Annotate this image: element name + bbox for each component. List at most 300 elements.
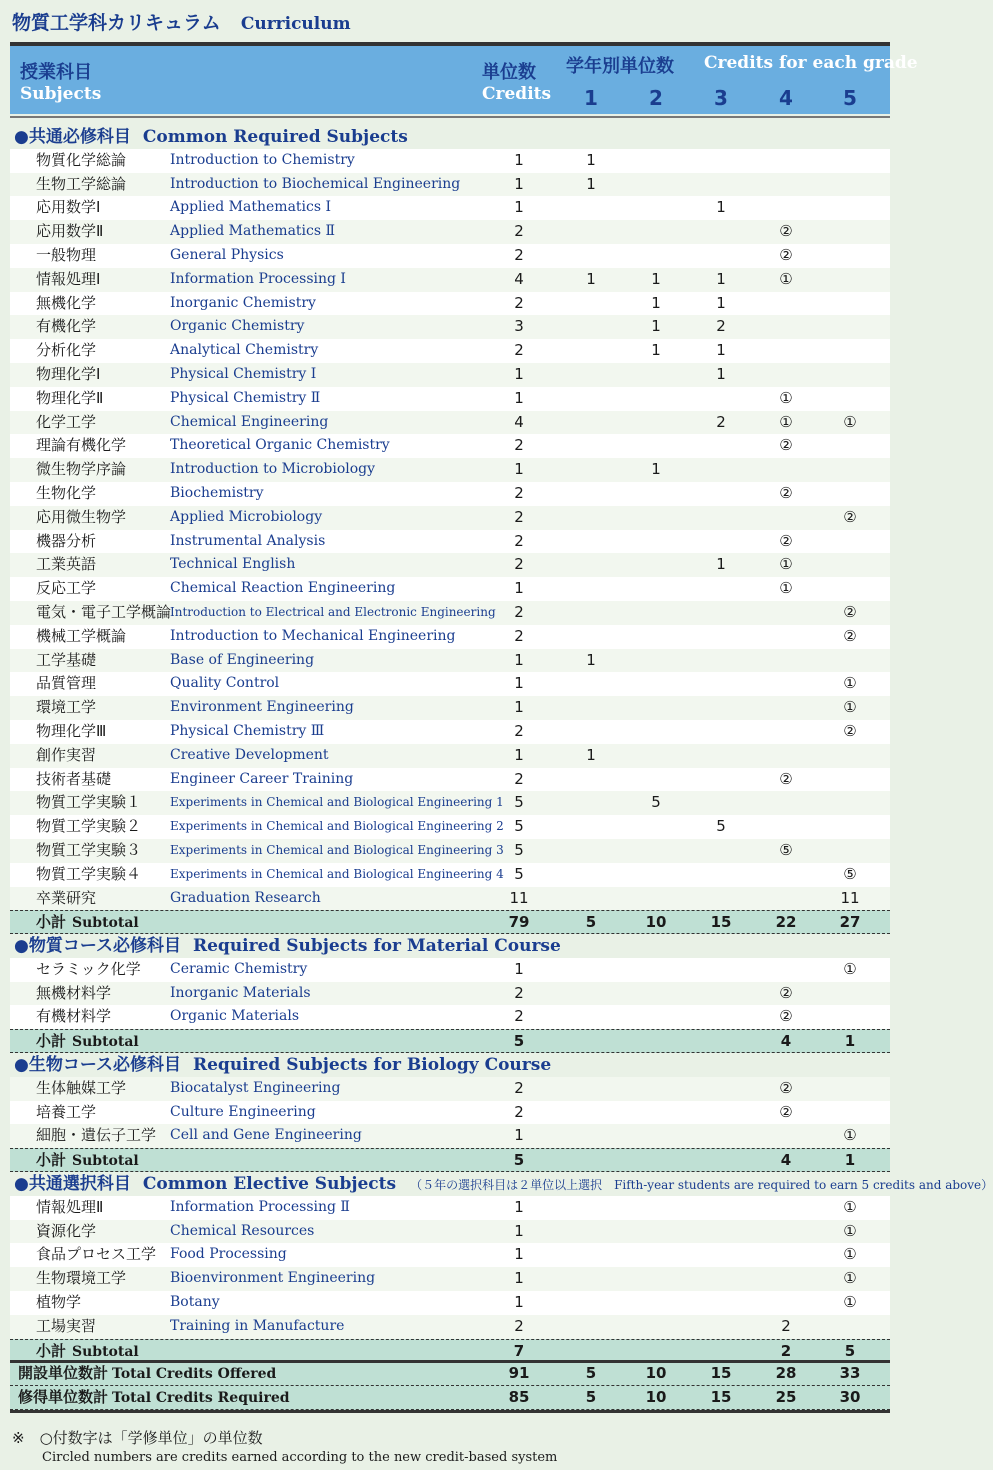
subject-name-ja: 品質管理 [36, 674, 97, 693]
subject-name-en: Analytical Chemistry [170, 342, 319, 359]
subtotal-label-en: Subtotal [72, 1153, 139, 1170]
table-row [10, 149, 890, 173]
subject-credits: 5 [514, 864, 524, 883]
table-row [10, 506, 890, 530]
subject-year-5: ① [843, 959, 857, 978]
subject-year-2: 5 [651, 793, 661, 812]
table-row [10, 625, 890, 649]
table-row [10, 553, 890, 577]
subject-credits: 4 [514, 412, 524, 431]
subject-name-ja: 生体触媒工学 [36, 1078, 127, 1097]
subject-name-en: Ceramic Chemistry [170, 960, 308, 977]
subject-name-en: Biocatalyst Engineering [170, 1079, 341, 1096]
total-year-5: 33 [839, 1364, 861, 1383]
subject-year-4: ② [779, 1078, 793, 1097]
subject-credits: 2 [514, 245, 524, 264]
subject-name-en: Chemical Resources [170, 1222, 315, 1239]
subject-name-en: Technical English [170, 556, 296, 573]
subtotal-label-en: Subtotal [72, 915, 139, 932]
subject-year-4: ② [779, 436, 793, 455]
total-year-3: 15 [710, 1388, 732, 1407]
subject-year-4: ② [779, 245, 793, 264]
subject-year-5: ① [843, 1221, 857, 1240]
subject-name-ja: 一般物理 [36, 245, 97, 264]
header-credits-ja: 単位数 [482, 62, 536, 83]
subject-year-4: ② [779, 222, 793, 241]
subject-name-en: Introduction to Chemistry [170, 151, 355, 168]
subject-credits: 1 [514, 1197, 524, 1216]
subject-name-en: Experiments in Chemical and Biological Engineering 2 [170, 819, 504, 834]
subject-credits: 5 [514, 817, 524, 836]
subject-credits: 1 [514, 460, 524, 479]
subject-name-en: Organic Chemistry [170, 318, 305, 335]
table-row [10, 315, 890, 339]
subject-name-en: Base of Engineering [170, 651, 315, 668]
table-row [10, 292, 890, 316]
subtotal-year-3: 15 [710, 913, 732, 932]
header-year-1: 1 [584, 86, 598, 110]
table-row [10, 387, 890, 411]
subtotal-label [36, 911, 139, 936]
subject-name-ja: 応用数学Ⅰ [36, 198, 101, 217]
subtotal-label-ja: 小計 [36, 1032, 67, 1051]
subtotal-row [10, 1029, 890, 1053]
subject-year-4: ① [779, 388, 793, 407]
subject-name-en: Introduction to Microbiology [170, 461, 376, 478]
subject-name-en: Theoretical Organic Chemistry [170, 437, 390, 454]
header-credits-en: Credits [482, 84, 552, 104]
table-row [10, 1291, 890, 1315]
subject-credits: 2 [514, 626, 524, 645]
subject-name-ja: 機器分析 [36, 531, 97, 550]
subject-year-3: 1 [716, 555, 726, 574]
total-year-4: 25 [775, 1388, 797, 1407]
subject-name-ja: 培養工学 [36, 1102, 97, 1121]
subject-year-5: ① [843, 412, 857, 431]
table-row [10, 958, 890, 982]
subject-credits: 2 [514, 602, 524, 621]
table-row [10, 696, 890, 720]
total-row [10, 1362, 890, 1386]
section-title [14, 1172, 993, 1198]
subject-name-ja: 資源化学 [36, 1221, 97, 1240]
section-title-en: Common Elective Subjects [142, 1174, 397, 1195]
subject-year-2: 1 [651, 317, 661, 336]
table-row [10, 1243, 890, 1267]
table-row [10, 744, 890, 768]
section-title-en: Required Subjects for Biology Course [192, 1055, 552, 1076]
subject-name-en: Physical Chemistry Ⅲ [170, 722, 325, 739]
subject-credits: 11 [509, 888, 529, 907]
section-title-ja: ●共通必修科目 [14, 127, 131, 147]
subject-year-5: ① [843, 1245, 857, 1264]
subject-year-5: 11 [840, 888, 860, 907]
subject-credits: 2 [514, 507, 524, 526]
subject-credits: 2 [514, 341, 524, 360]
subject-year-3: 5 [716, 817, 726, 836]
subject-year-5: ① [843, 1293, 857, 1312]
subject-year-4: ⑤ [779, 840, 793, 859]
subject-name-en: Experiments in Chemical and Biological Engineering 4 [170, 866, 504, 881]
table-row [10, 839, 890, 863]
subject-year-5: ② [843, 602, 857, 621]
total-label-ja: 開設単位数計 [18, 1364, 109, 1383]
subject-year-3: 1 [716, 293, 726, 312]
subject-year-5: ① [843, 1269, 857, 1288]
total-year-2: 10 [645, 1388, 667, 1407]
subject-name-en: Engineer Career Training [170, 770, 354, 787]
subtotal-label-en: Subtotal [72, 1343, 139, 1360]
subject-year-4: ① [779, 579, 793, 598]
table-row [10, 268, 890, 292]
curriculum-table-body [10, 125, 993, 1410]
subject-name-ja: 物質工学実験１ [36, 793, 142, 812]
subject-name-en: Creative Development [170, 746, 329, 763]
subject-name-ja: セラミック化学 [36, 959, 141, 978]
subject-year-3: 2 [716, 317, 726, 336]
section-title [14, 1053, 551, 1078]
subject-year-3: 1 [716, 341, 726, 360]
total-year-5: 30 [839, 1388, 861, 1407]
header-year-3: 3 [714, 86, 728, 110]
subject-year-3: 1 [716, 198, 726, 217]
subject-name-ja: 応用数学Ⅱ [36, 222, 104, 241]
subtotal-year-5: 5 [844, 1341, 856, 1360]
table-row [10, 863, 890, 887]
header-year-4: 4 [779, 86, 793, 110]
subject-year-5: ② [843, 721, 857, 740]
table-row [10, 720, 890, 744]
subject-year-2: 1 [651, 269, 661, 288]
subject-year-5: ① [843, 674, 857, 693]
section-title-en: Required Subjects for Material Course [192, 936, 561, 957]
subject-name-en: Introduction to Mechanical Engineering [170, 627, 456, 644]
total-label-ja: 修得単位数計 [18, 1388, 109, 1407]
table-row [10, 244, 890, 268]
subtotal-credits: 7 [513, 1341, 525, 1360]
subject-year-5: ② [843, 507, 857, 526]
subject-credits: 2 [514, 769, 524, 788]
subject-name-ja: 技術者基礎 [36, 769, 112, 788]
subject-year-5: ⑤ [843, 864, 857, 883]
subject-name-en: Chemical Reaction Engineering [170, 580, 396, 597]
subject-credits: 2 [514, 1316, 524, 1335]
section-heading [10, 1172, 993, 1196]
subject-name-ja: 反応工学 [36, 579, 97, 598]
subject-name-en: Information Processing Ⅱ [170, 1198, 350, 1215]
subject-credits: 2 [514, 1078, 524, 1097]
total-year-4: 28 [775, 1364, 797, 1383]
table-row [10, 1220, 890, 1244]
page-title [12, 8, 351, 38]
section-title-ja: ●生物コース必修科目 [14, 1055, 181, 1076]
subject-name-en: Biochemistry [170, 484, 264, 501]
page-title-ja: 物質工学科カリキュラム [12, 12, 221, 34]
subtotal-credits: 5 [513, 1151, 525, 1170]
subject-name-ja: 物理化学Ⅰ [36, 364, 101, 383]
subject-credits: 2 [514, 483, 524, 502]
subject-year-4: ② [779, 983, 793, 1002]
totals-rule-bottom [10, 1410, 890, 1413]
subject-year-4: ① [779, 269, 793, 288]
subject-name-ja: 分析化学 [36, 341, 97, 360]
subject-name-ja: 応用微生物学 [36, 507, 127, 526]
subject-name-ja: 物質工学実験４ [36, 864, 142, 883]
subtotal-year-4: 4 [780, 1151, 792, 1170]
table-row [10, 434, 890, 458]
subject-name-ja: 植物学 [36, 1293, 82, 1312]
section-heading [10, 125, 890, 149]
subject-year-1: 1 [586, 650, 596, 669]
section-title-ja: ●物質コース必修科目 [14, 936, 181, 957]
subject-year-5: ② [843, 626, 857, 645]
subject-name-en: Bioenvironment Engineering [170, 1270, 376, 1287]
subject-name-en: Physical Chemistry Ⅱ [170, 389, 321, 406]
section-title-en: Common Required Subjects [142, 127, 408, 147]
subject-name-en: Training in Manufacture [170, 1317, 345, 1334]
table-row [10, 530, 890, 554]
subject-name-en: Introduction to Biochemical Engineering [170, 175, 461, 192]
table-row [10, 601, 890, 625]
subject-name-ja: 有機化学 [36, 317, 97, 336]
subject-name-en: Experiments in Chemical and Biological Engineering 1 [170, 795, 504, 810]
subject-name-en: Botany [170, 1294, 220, 1311]
subject-year-3: 1 [716, 364, 726, 383]
table-row [10, 220, 890, 244]
table-row [10, 649, 890, 673]
subject-year-4: ② [779, 483, 793, 502]
subject-name-en: Introduction to Electrical and Electronic Engineering [170, 604, 496, 619]
subtotal-row [10, 1148, 890, 1172]
table-row [10, 577, 890, 601]
footnote-en: Circled numbers are credits earned according to the new credit-based system [42, 1450, 558, 1465]
subject-year-1: 1 [586, 174, 596, 193]
subtotal-year-5: 1 [844, 1151, 856, 1170]
subject-name-ja: 物質工学実験２ [36, 817, 142, 836]
subject-credits: 1 [514, 150, 524, 169]
subject-credits: 5 [514, 840, 524, 859]
subtotal-year-5: 27 [839, 913, 861, 932]
total-credits: 91 [508, 1364, 530, 1383]
subject-credits: 1 [514, 174, 524, 193]
table-row [10, 982, 890, 1006]
total-label [18, 1386, 290, 1411]
footnote [12, 1427, 557, 1465]
subject-name-ja: 無機材料学 [36, 983, 112, 1002]
subject-year-5: ① [843, 1126, 857, 1145]
total-year-2: 10 [645, 1364, 667, 1383]
table-row [10, 1196, 890, 1220]
subject-credits: 1 [514, 1269, 524, 1288]
header-subjects-en: Subjects [20, 84, 102, 104]
subject-year-4: 2 [781, 1316, 791, 1335]
subject-name-en: Quality Control [170, 675, 280, 692]
subject-credits: 1 [514, 364, 524, 383]
subject-name-en: Environment Engineering [170, 699, 354, 716]
subject-credits: 3 [514, 317, 524, 336]
subject-name-ja: 生物環境工学 [36, 1269, 127, 1288]
table-row [10, 363, 890, 387]
total-credits: 85 [508, 1388, 530, 1407]
subject-year-3: 1 [716, 269, 726, 288]
total-row [10, 1386, 890, 1410]
table-row [10, 1124, 890, 1148]
table-row [10, 173, 890, 197]
header-year-5: 5 [843, 86, 857, 110]
table-row [10, 768, 890, 792]
total-year-1: 5 [585, 1388, 597, 1407]
subject-credits: 1 [514, 198, 524, 217]
subtotal-year-4: 4 [780, 1032, 792, 1051]
subject-name-en: Physical Chemistry Ⅰ [170, 365, 317, 382]
subject-name-ja: 有機材料学 [36, 1007, 112, 1026]
table-row [10, 1101, 890, 1125]
total-label-en: Total Credits Required [112, 1390, 290, 1407]
subject-name-ja: 生物工学総論 [36, 174, 127, 193]
subtotal-label [36, 1030, 139, 1055]
subject-year-2: 1 [651, 293, 661, 312]
subject-year-5: ① [843, 1197, 857, 1216]
total-label [18, 1362, 276, 1387]
subject-credits: 1 [514, 959, 524, 978]
table-row [10, 815, 890, 839]
subject-year-4: ① [779, 412, 793, 431]
subject-name-ja: 工業英語 [36, 555, 97, 574]
subtotal-year-2: 10 [645, 913, 667, 932]
subject-year-1: 1 [586, 745, 596, 764]
total-year-1: 5 [585, 1364, 597, 1383]
subject-name-ja: 物質化学総論 [36, 150, 127, 169]
subject-year-4: ② [779, 1102, 793, 1121]
subject-year-4: ② [779, 769, 793, 788]
table-row [10, 411, 890, 435]
totals-rule-top [10, 1360, 890, 1363]
subtotal-credits: 5 [513, 1032, 525, 1051]
subject-name-ja: 化学工学 [36, 412, 97, 431]
subject-name-ja: 無機化学 [36, 293, 97, 312]
subject-name-ja: 環境工学 [36, 698, 97, 717]
subject-name-ja: 理論有機化学 [36, 436, 127, 455]
page-title-en: Curriculum [240, 14, 351, 34]
subject-credits: 1 [514, 579, 524, 598]
subject-credits: 2 [514, 983, 524, 1002]
subject-name-en: Instrumental Analysis [170, 532, 326, 549]
subject-credits: 2 [514, 436, 524, 455]
table-row [10, 1267, 890, 1291]
header-year-2: 2 [649, 86, 663, 110]
subject-name-ja: 物質工学実験３ [36, 840, 142, 859]
subtotal-label-en: Subtotal [72, 1034, 139, 1051]
subject-name-en: Applied Mathematics Ⅰ [170, 199, 332, 216]
subject-name-ja: 情報処理Ⅱ [36, 1197, 104, 1216]
subject-credits: 1 [514, 674, 524, 693]
subject-name-ja: 創作実習 [36, 745, 97, 764]
table-row [10, 887, 890, 911]
table-row [10, 1005, 890, 1029]
subject-credits: 4 [514, 269, 524, 288]
subject-credits: 1 [514, 388, 524, 407]
table-row [10, 1315, 890, 1339]
subject-name-ja: 工学基礎 [36, 650, 97, 669]
subject-name-en: Graduation Research [170, 889, 321, 906]
subject-credits: 1 [514, 698, 524, 717]
subject-credits: 2 [514, 1007, 524, 1026]
subtotal-row [10, 1339, 890, 1363]
subject-year-4: ① [779, 555, 793, 574]
subject-name-ja: 機械工学概論 [36, 626, 127, 645]
subject-credits: 1 [514, 650, 524, 669]
subject-credits: 2 [514, 293, 524, 312]
subject-credits: 1 [514, 1293, 524, 1312]
subject-name-en: Chemical Engineering [170, 413, 329, 430]
subtotal-row [10, 910, 890, 934]
subject-year-5: ① [843, 698, 857, 717]
subject-year-4: ② [779, 1007, 793, 1026]
subtotal-label-ja: 小計 [36, 1341, 67, 1360]
subject-name-ja: 工場実習 [36, 1316, 97, 1335]
table-header [10, 46, 918, 114]
subject-credits: 1 [514, 1245, 524, 1264]
section-note: （５年の選択科目は２単位以上選択 Fifth-year students are required to earn 5 credits and above） [410, 1178, 993, 1193]
subject-credits: 2 [514, 222, 524, 241]
footnote-ja: ※ ○付数字は「学修単位」の単位数 [12, 1429, 263, 1447]
subject-name-ja: 生物化学 [36, 483, 97, 502]
subtotal-year-5: 1 [844, 1032, 856, 1051]
subject-name-en: Applied Microbiology [170, 508, 323, 525]
total-label-en: Total Credits Offered [112, 1366, 277, 1383]
subtotal-credits: 79 [508, 913, 530, 932]
subject-name-ja: 情報処理Ⅰ [36, 269, 101, 288]
section-title-ja: ●共通選択科目 [14, 1174, 131, 1195]
subject-credits: 5 [514, 793, 524, 812]
header-grade-en: Credits for each grade [704, 53, 918, 73]
subject-name-en: Inorganic Materials [170, 984, 311, 1001]
subtotal-year-4: 2 [780, 1341, 792, 1360]
subject-year-3: 2 [716, 412, 726, 431]
header-rule [10, 116, 890, 118]
subtotal-label-ja: 小計 [36, 913, 67, 932]
subject-name-ja: 卒業研究 [36, 888, 97, 907]
subject-year-2: 1 [651, 460, 661, 479]
table-row [10, 196, 890, 220]
subtotal-year-4: 22 [775, 913, 797, 932]
table-row [10, 672, 890, 696]
subject-year-2: 1 [651, 341, 661, 360]
subject-name-en: Applied Mathematics Ⅱ [170, 223, 336, 240]
subject-credits: 2 [514, 721, 524, 740]
section-heading [10, 1053, 890, 1077]
subject-year-1: 1 [586, 150, 596, 169]
subject-name-en: General Physics [170, 246, 284, 263]
subject-name-en: Information Processing Ⅰ [170, 270, 346, 287]
table-row [10, 339, 890, 363]
header-grade-ja: 学年別単位数 [566, 56, 674, 77]
subject-credits: 1 [514, 1221, 524, 1240]
subject-credits: 1 [514, 1126, 524, 1145]
subject-credits: 2 [514, 1102, 524, 1121]
subject-name-en: Experiments in Chemical and Biological Engineering 3 [170, 842, 504, 857]
subject-name-en: Food Processing [170, 1246, 287, 1263]
section-title [14, 125, 408, 150]
subject-name-en: Cell and Gene Engineering [170, 1127, 362, 1144]
subject-name-ja: 物理化学Ⅱ [36, 388, 104, 407]
table-row [10, 458, 890, 482]
subject-name-en: Culture Engineering [170, 1103, 316, 1120]
subject-year-1: 1 [586, 269, 596, 288]
header-subjects-ja: 授業科目 [20, 62, 92, 83]
total-year-3: 15 [710, 1364, 732, 1383]
section-heading [10, 934, 890, 958]
